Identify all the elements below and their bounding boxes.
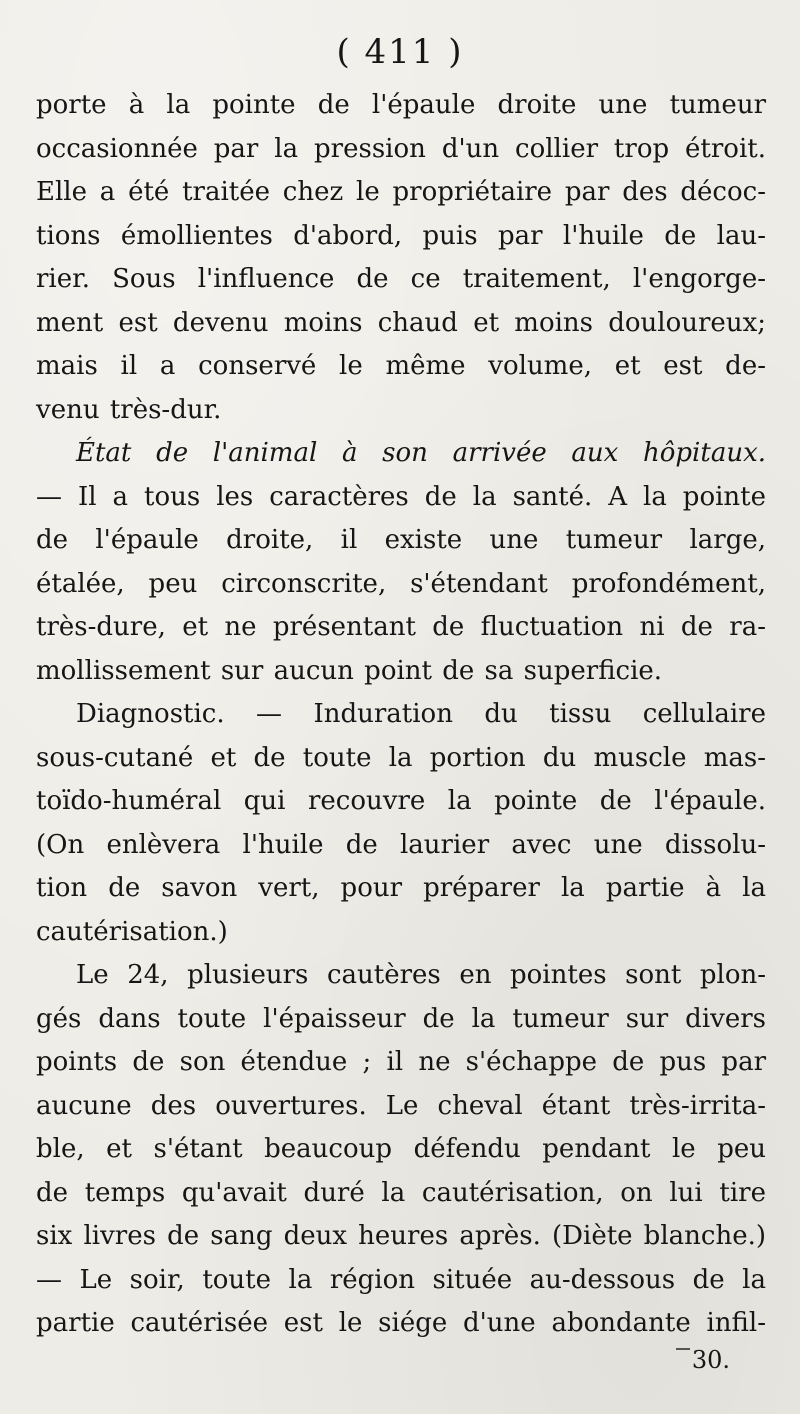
text-line: Le 24, plusieurs cautères en pointes sont plon-: [76, 960, 766, 990]
text-line: venu très-dur.: [36, 394, 222, 425]
page-number: ( 411 ): [336, 32, 464, 72]
text-line: points de son étendue ; il ne s'échappe de pus par: [36, 1047, 766, 1077]
text-line: (On enlèvera l'huile de laurier avec une dissolu-: [36, 829, 766, 860]
diagnostic-line: Diagnostic. — Induration du tissu cellulaire: [76, 699, 766, 729]
text-line: très-dure, et ne présentant de fluctuation ni de ra-: [36, 612, 766, 642]
text-line: de l'épaule droite, il existe une tumeur large,: [36, 525, 766, 555]
text-line: Elle a été traitée chez le propriétaire par des décoc-: [36, 177, 766, 207]
section-heading: État de l'animal à son arrivée aux hôpitaux.: [76, 438, 766, 468]
text-line: — Le soir, toute la région située au-dessous de la: [36, 1264, 766, 1295]
text-line: mollissement sur aucun point de sa superficie.: [36, 655, 663, 686]
text-line: ble, et s'étant beaucoup défendu pendant le peu: [36, 1134, 766, 1164]
text-line: rier. Sous l'influence de ce traitement, l'engorge-: [36, 264, 766, 294]
text-line: mais il a conservé le même volume, et est de-: [36, 351, 766, 381]
text-line: toïdo-huméral qui recouvre la pointe de l'épaule.: [36, 786, 766, 816]
text-line: de temps qu'avait duré la cautérisation, on lui tire: [36, 1177, 766, 1208]
text-line: — Il a tous les caractères de la santé. A la pointe: [36, 481, 766, 512]
text-line: partie cautérisée est le siége d'une abondante infil-: [36, 1308, 766, 1338]
text-line: cautérisation.): [36, 916, 228, 947]
text-line: porte à la pointe de l'épaule droite une tumeur: [36, 90, 766, 120]
dash-mark: [676, 1348, 690, 1350]
page-body: [36, 84, 766, 1346]
text-line: ment est devenu moins chaud et moins douloureux;: [36, 307, 766, 338]
text-line: six livres de sang deux heures après. (Diète blanche.): [36, 1221, 766, 1251]
text-line: tion de savon vert, pour préparer la partie à la: [36, 873, 766, 903]
text-line: sous-cutané et de toute la portion du muscle mas-: [36, 742, 766, 773]
text-line: aucune des ouvertures. Le cheval étant très-irrita-: [36, 1090, 766, 1121]
text-line: gés dans toute l'épaisseur de la tumeur sur divers: [36, 1003, 766, 1034]
text-line: tions émollientes d'abord, puis par l'huile de lau-: [36, 220, 766, 251]
signature-mark: 30.: [691, 1346, 730, 1374]
text-line: étalée, peu circonscrite, s'étendant profondément,: [36, 568, 766, 599]
text-line: occasionnée par la pression d'un collier trop étroit.: [36, 133, 766, 164]
